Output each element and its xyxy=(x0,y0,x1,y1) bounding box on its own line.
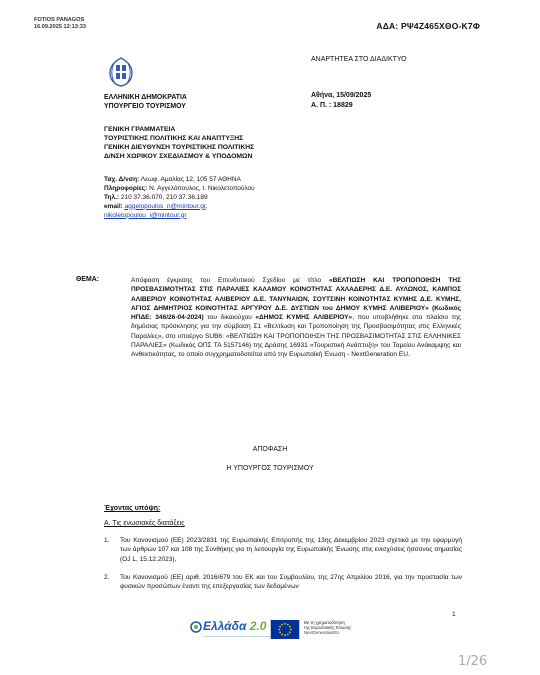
subject-part: του δικαιούχου xyxy=(203,314,256,321)
address-label: Ταχ. Δ/νση: xyxy=(104,176,140,183)
list-item-text: Του Κανονισμού (ΕΕ) 2023/2831 της Ευρωπαϊκής Επιτροπής της 13ης Δεκεμβρίου 2023 σχετικά με την εφαρμογή των άρθρων 107 και 108 της Συνθήκης για τη λειτουργία της Ευρωπαϊκής Ένωσης στις ενισχύσεις ήσσονος σημασίας (OJ L, 15.12.2023), xyxy=(120,537,462,563)
ministry-header xyxy=(104,93,187,111)
eu-funding-line: της Ευρωπαϊκής Ένωσης xyxy=(304,625,352,631)
greece-logo-icon xyxy=(190,621,202,633)
signer-name: FOTIOS PANAGOS xyxy=(34,17,85,23)
considering-heading: Έχοντας υπόψη: xyxy=(104,505,161,512)
subject-title: «ΒΕΛΤΙΩΣΗ ΚΑΙ ΤΡΟΠΟΠΟΙΗΣΗ ΤΗΣ ΠΡΟΣΒΑΣΙΜΟΤΗΤΑΣ ΣΤΙΣ ΠΑΡΑΛΙΕΣ ΚΑΛΑΜΟΥ ΚΟΙΝΟΤΗΤΑΣ ΑΧΛΑΔΕΡΗΣ Δ.Ε. ΑΥΛΩΝΟΣ, ΚΑΜΠΟΣ ΑΛΙΒΕΡΙΟΥ ΚΟΙΝΟΤΗΤΑΣ ΑΛΙΒΕΡΙΟΥ Δ.Ε. ΤΑΝΥΝΑΙΩΝ, ΣΟΥΤΣΙΝΗ ΚΟΙΝΟΤΗΤΑΣ ΚΥΜΗΣ Δ.Ε. ΚΥΜΗΣ, ΑΓΙΟΣ ΔΗΜΗΤΡΙΟΣ ΚΟΙΝΟΤΗΤΑΣ ΑΡΓΥΡΟΥ Δ.Ε. ΔΥΣΤΙΩΝ του ΔΗΜΟΥ ΚΥΜΗΣ ΑΛΙΒΕΡΙΟΥ» (Κωδικός ΗΠΔΕ: 346/26-04-2024) xyxy=(131,277,461,321)
signature-timestamp: 16.09.2025 12:13:33 xyxy=(34,24,86,30)
ministry-name: ΥΠΟΥΡΓΕΙΟ ΤΟΥΡΙΣΜΟΥ xyxy=(104,103,186,110)
posting-note: ΑΝΑΡΤΗΤΕΑ ΣΤΟ ΔΙΑΔΙΚΤΥΟ xyxy=(311,56,407,63)
subject-label: ΘΕΜΑ: xyxy=(76,276,99,283)
list-item xyxy=(104,536,462,564)
greece-logo-text: Ελλάδα xyxy=(203,619,250,633)
list-item-text: Του Κανονισμού (ΕΕ) αριθ. 2016/679 του ΕΚ και του Συμβουλίου, της 27ης Απριλίου 2016, για την προστασία των φυσικών προσώπων έναντι της επεξεργασίας των δεδομένων xyxy=(120,574,462,591)
protocol-number: Α. Π. : 18829 xyxy=(311,101,353,109)
info-value: Ν. Αγγελόπουλος, Ι. Νικολετοπούλου xyxy=(147,184,255,192)
email-separator: , xyxy=(205,202,208,210)
page-number: 1 xyxy=(452,611,456,618)
next-generation-eu: NextGenerationEU xyxy=(304,630,340,636)
email-link-2[interactable]: nikoletopoulou_i@mintour.gr xyxy=(104,211,187,219)
subject-text xyxy=(131,276,461,359)
secretariat-block xyxy=(104,125,254,161)
eu-flag-icon xyxy=(270,620,300,639)
eu-funding-text xyxy=(304,620,351,636)
email-link-1[interactable]: aggelopoulos_n@mintour.gr xyxy=(124,202,206,210)
republic-name: ΕΛΛΗΝΙΚΗ ΔΗΜΟΚΡΑΤΙΑ xyxy=(104,94,187,101)
greece-2-0-logo xyxy=(203,619,266,633)
info-label: Πληροφορίες: xyxy=(104,184,148,192)
ada-code: ΑΔΑ: ΡΨ4Ζ465ΧΘΟ-Κ7Φ xyxy=(376,21,480,31)
secretariat-line: ΓΕΝΙΚΗ ΓΡΑΜΜΑΤΕΙΑ xyxy=(104,126,176,133)
secretariat-line: Δ/ΝΣΗ ΧΩΡΙΚΟΥ ΣΧΕΔΙΑΣΜΟΥ & ΥΠΟΔΟΜΩΝ xyxy=(104,153,253,161)
page-counter: 1/26 xyxy=(458,654,488,669)
list-item-number: 1. xyxy=(104,537,110,544)
greece-logo-version: 2.0 xyxy=(249,619,267,633)
date-reference xyxy=(311,91,371,110)
address-value: Λεωφ. Αμαλίας 12, 105 57 ΑΘΗΝΑ xyxy=(139,176,241,183)
subject-part: Απόφαση έγκρισης του Επενδυτικού Σχεδίου με τίτλο xyxy=(131,277,329,284)
contact-block xyxy=(104,176,255,221)
decision-title: ΑΠΟΦΑΣΗ xyxy=(252,446,288,453)
phone-value: 210 37.36.070, 210 37.36.189 xyxy=(119,193,208,201)
decision-subtitle: Η ΥΠΟΥΡΓΟΣ ΤΟΥΡΙΣΜΟΥ xyxy=(226,465,314,472)
greek-emblem-icon xyxy=(104,56,138,88)
section-a-heading: Α. Τις ενωσιακές διατάξεις xyxy=(104,520,185,527)
eu-funding-line: Με τη χρηματοδότηση xyxy=(304,620,345,625)
subject-part: , που υποβλήθηκε στο πλαίσιο της δημόσιας πρόσκλησης για την σύμβαση Σ1 «Βελτίωση και Τροποποίηση της Προσβασιμότητας στις Ελληνικές Παραλίες», στο υποέργο SUB6: «ΒΕΛΤΙΩΣΗ ΚΑΙ ΤΡΟΠΟΠΟΙΗΣΗ ΤΗΣ ΠΡΟΣΒΑΣΙΜΟΤΗΤΑΣ ΣΤΙΣ ΕΛΛΗΝΙΚΕΣ ΠΑΡΑΛΙΕΣ» (Κωδικός ΟΠΣ ΤΑ 5157146) της Δράσης 16931 «Τουριστική Ανάπτυξη» του Ταμείου Ανάκαμψης και Ανθεκτικότητας, το οποίο συγχρηματοδοτείται από την Ευρωπαϊκή Ένωση - NextGeneration EU. xyxy=(131,314,461,358)
beneficiary-name: «ΔΗΜΟΣ ΚΥΜΗΣ ΑΛΙΒΕΡΙΟΥ» xyxy=(255,314,353,321)
secretariat-line: ΓΕΝΙΚΗ ΔΙΕΥΘΥΝΣΗ ΤΟΥΡΙΣΤΙΚΗΣ ΠΟΛΙΤΙΚΗΣ xyxy=(104,144,255,152)
list-item-number: 2. xyxy=(104,574,110,581)
list-item xyxy=(104,573,462,592)
email-label: email: xyxy=(104,202,123,210)
signature-stamp xyxy=(34,17,86,31)
phone-label: Τηλ.: xyxy=(104,193,120,201)
document-date: Αθήνα, 15/09/2025 xyxy=(311,92,372,99)
secretariat-line: ΤΟΥΡΙΣΤΙΚΗΣ ΠΟΛΙΤΙΚΗΣ ΚΑΙ ΑΝΑΠΤΥΞΗΣ xyxy=(104,135,244,143)
greece-logo-underline xyxy=(203,636,273,637)
